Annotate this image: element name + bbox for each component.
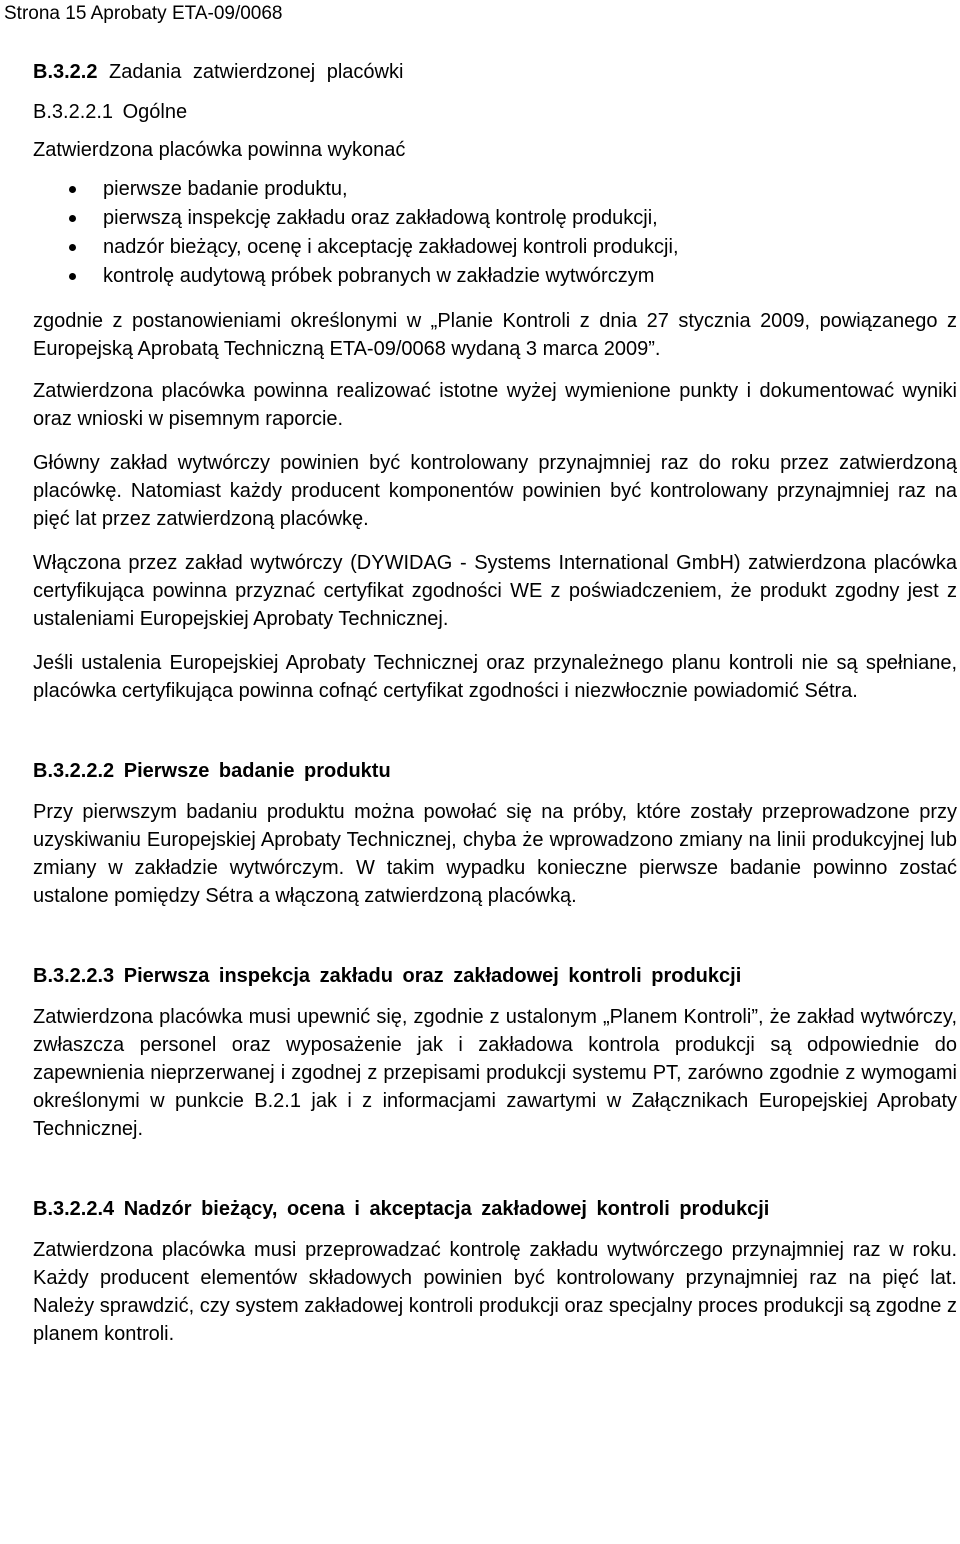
list-item-text: pierwsze badanie produktu, <box>103 178 348 200</box>
bullet-icon <box>69 244 76 251</box>
subsection-number: B.3.2.2.4 <box>33 1198 115 1220</box>
paragraph-certificate: Włączona przez zakład wytwórczy (DYWIDAG - Systems International GmbH) zatwierdzona placówka certyfikująca powinna przyznać certyfikat zgodności WE z poświadczeniem, że produkt zgodny jest z ustaleniami Europejskiej Aprobaty Technicznej. <box>33 552 957 630</box>
section-title: Zadania zatwierdzonej placówki <box>109 61 404 83</box>
paragraph-supervision: Zatwierdzona placówka musi przeprowadzać kontrolę zakładu wytwórczego przynajmniej raz w roku. Każdy producent elementów składowych powinien być kontrolowany przynajmniej raz na pięć lat. Należy sprawdzić, czy system zakładowej kontroli produkcji oraz specjalny proces produkcji są zgodne z planem kontroli. <box>33 1239 957 1345</box>
list-item <box>103 262 957 291</box>
bullet-icon <box>69 273 76 280</box>
bullet-icon <box>69 215 76 222</box>
subsection-number: B.3.2.2.3 <box>33 965 115 987</box>
list-item-text: pierwszą inspekcję zakładu oraz zakładową kontrolę produkcji, <box>103 207 658 229</box>
list-item-text: nadzór bieżący, ocenę i akceptację zakładowej kontroli produkcji, <box>103 236 679 258</box>
subsection-title: Pierwsza inspekcja zakładu oraz zakładowej kontroli produkcji <box>123 965 742 987</box>
paragraph-frequency: Główny zakład wytwórczy powinien być kontrolowany przynajmniej raz do roku przez zatwierdzoną placówkę. Natomiast każdy producent komponentów powinien być kontrolowany przynajmniej raz na pięć lat przez zatwierdzoną placówkę. <box>33 452 957 530</box>
paragraph-first-inspection: Zatwierdzona placówka musi upewnić się, zgodnie z ustalonym „Planem Kontroli”, że zakład wytwórczy, zwłaszcza personel oraz wyposażenie jak i zakładowa kontrola produkcji są odpowiednie do zapewnienia nieprzerwanej i zgodnej z przepisami produkcji systemu PT, zarówno zgodnie z wymogami określonymi w punkcie B.2.1 jak i z informacjami zawartymi w Załącznikach Europejskiej Aprobaty Technicznej. <box>33 1006 957 1140</box>
section-number: B.3.2.2 <box>33 61 98 83</box>
paragraph-first-test: Przy pierwszym badaniu produktu można powołać się na próby, które zostały przeprowadzone przy uzyskiwaniu Europejskiej Aprobaty Technicznej, chyba że wprowadzono zmiany na linii produkcyjnej lub zmiany w zakładzie wytwórczym. W takim wypadku konieczne pierwsze badanie powinno zostać ustalone pomiędzy Sétra a włączoną zatwierdzoną placówką. <box>33 801 957 907</box>
general-intro: Zatwierdzona placówka powinna wykonać <box>33 139 406 161</box>
list-item <box>103 204 957 233</box>
subsection-title: Nadzór bieżący, ocena i akceptacja zakładowej kontroli produkcji <box>123 1198 770 1220</box>
document-body <box>33 58 957 1348</box>
subsection-heading-first-inspection <box>33 962 957 990</box>
paragraph-report: Zatwierdzona placówka powinna realizować istotne wyżej wymienione punkty i dokumentować wyniki oraz wnioski w pisemnym raporcie. <box>33 380 957 430</box>
subsection-heading-supervision <box>33 1195 957 1223</box>
list-item-text: kontrolę audytową próbek pobranych w zakładzie wytwórczym <box>103 265 655 287</box>
task-list <box>33 175 957 291</box>
subsection-number: B.3.2.2.2 <box>33 760 115 782</box>
subsection-heading-general: B.3.2.2.1 Ogólne <box>33 101 188 123</box>
paragraph-withdrawal: Jeśli ustalenia Europejskiej Aprobaty Technicznej oraz przynależnego planu kontroli nie są spełniane, placówka certyfikująca powinna cofnąć certyfikat zgodności i niezwłocznie powiadomić Sétra. <box>33 652 957 702</box>
page-header: Strona 15 Aprobaty ETA-09/0068 <box>4 3 283 24</box>
paragraph-control-plan: zgodnie z postanowieniami określonymi w „Planie Kontroli z dnia 27 stycznia 2009, powiązanego z Europejską Aprobatą Techniczną ETA-09/0068 wydaną 3 marca 2009”. <box>33 310 957 360</box>
section-heading <box>33 58 957 86</box>
list-item <box>103 175 957 204</box>
subsection-heading-first-test <box>33 757 957 785</box>
subsection-title: Pierwsze badanie produktu <box>123 760 391 782</box>
list-item <box>103 233 957 262</box>
bullet-icon <box>69 186 76 193</box>
